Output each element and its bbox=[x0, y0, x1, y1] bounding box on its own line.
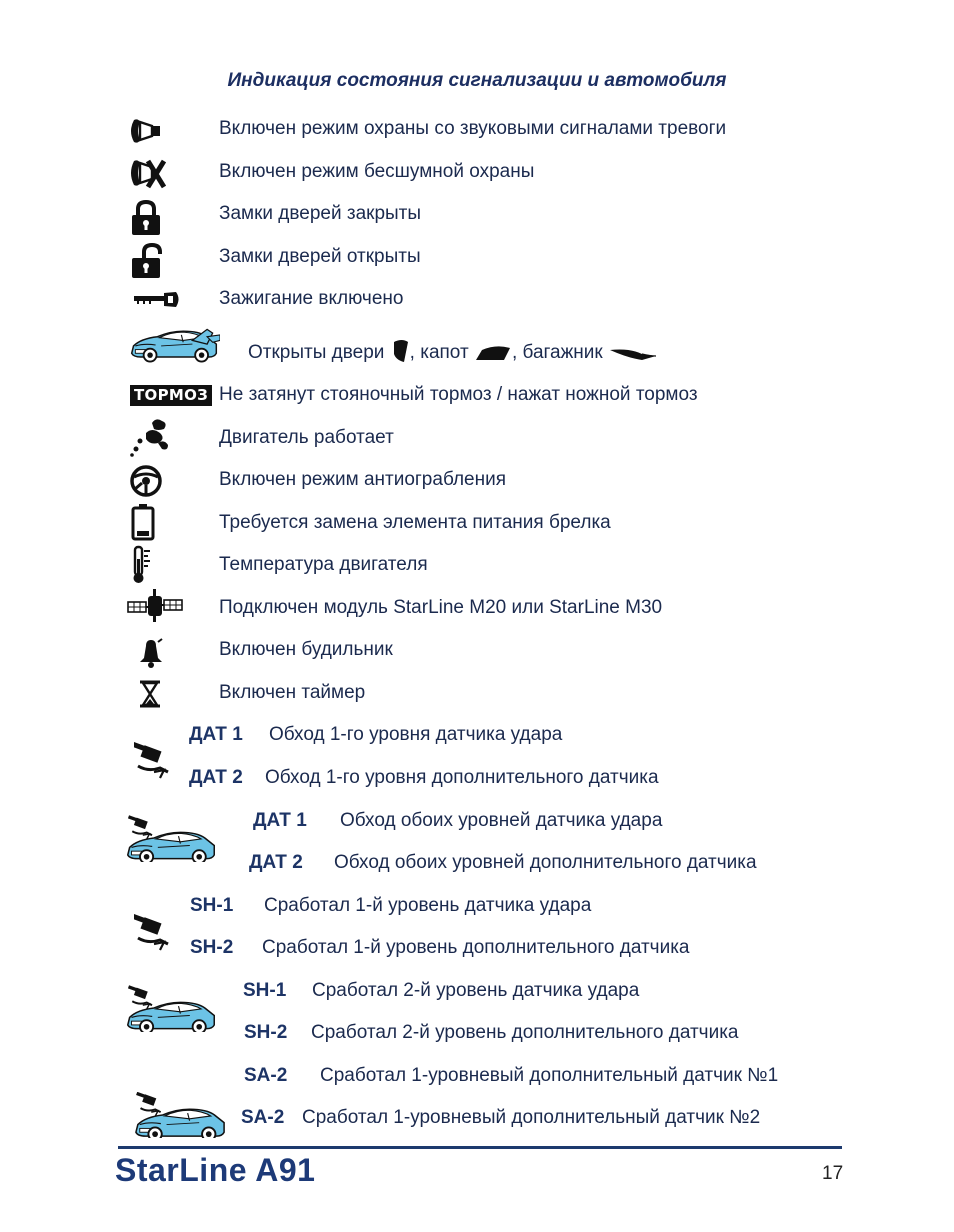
doors-row bbox=[248, 338, 658, 364]
row-text: Не затянут стояночный тормоз / нажат ножной тормоз bbox=[219, 384, 698, 405]
key-icon bbox=[132, 290, 182, 310]
sensor-text: Сработал 1-й уровень дополнительного датчика bbox=[262, 937, 690, 958]
row-text: Включен режим бесшумной охраны bbox=[219, 161, 535, 182]
sensor-code: SA-2 bbox=[244, 1065, 288, 1086]
door-icon bbox=[390, 338, 410, 364]
sensor-text: Обход обоих уровней датчика удара bbox=[340, 810, 663, 831]
sensor-text: Сработал 1-й уровень датчика удара bbox=[264, 895, 592, 916]
trunk-label: , багажник bbox=[511, 342, 603, 363]
sensor-text: Сработал 1-уровневый дополнительный датчик №2 bbox=[302, 1107, 761, 1128]
lock-open-icon bbox=[130, 242, 164, 280]
speaker-muted-icon bbox=[128, 157, 166, 189]
sensor-text: Сработал 2-й уровень датчика удара bbox=[312, 980, 640, 1001]
row-text: Включен таймер bbox=[219, 682, 366, 703]
sensor-text: Обход 1-го уровня датчика удара bbox=[269, 724, 563, 745]
hood-label: , капот bbox=[409, 342, 469, 363]
exhaust-smoke-icon bbox=[128, 417, 170, 457]
brake-badge-icon: ТОРМОЗ bbox=[130, 385, 212, 406]
speaker-icon bbox=[128, 116, 162, 146]
steering-wheel-icon bbox=[129, 465, 163, 497]
footer-rule bbox=[118, 1146, 842, 1149]
sensor-code: ДАТ 1 bbox=[189, 724, 243, 745]
row-text: Подключен модуль StarLine M20 или StarLine M30 bbox=[219, 597, 663, 618]
sensor-code: ДАТ 1 bbox=[253, 810, 307, 831]
row-text: Включен режим охраны со звуковыми сигналами тревоги bbox=[219, 118, 727, 139]
page-title: Индикация состояния сигнализации и автомобиля bbox=[227, 70, 727, 91]
row-text: Температура двигателя bbox=[219, 554, 428, 575]
sensor-code: SH-2 bbox=[244, 1022, 288, 1043]
sensor-code: ДАТ 2 bbox=[189, 767, 243, 788]
row-text: Включен режим антиограбления bbox=[219, 469, 507, 490]
car-open-doors-icon bbox=[128, 323, 220, 367]
hammer-icon bbox=[134, 914, 174, 954]
row-text: Включен будильник bbox=[219, 639, 393, 660]
sensor-text: Сработал 2-й уровень дополнительного датчика bbox=[311, 1022, 739, 1043]
sensor-code: SH-1 bbox=[190, 895, 234, 916]
row-text: Двигатель работает bbox=[219, 427, 394, 448]
bell-icon bbox=[138, 638, 164, 670]
row-text: Замки дверей открыты bbox=[219, 246, 421, 267]
doors-label: Открыты двери bbox=[248, 342, 385, 363]
hammer-icon bbox=[134, 742, 174, 782]
row-text: Требуется замена элемента питания брелка bbox=[219, 512, 611, 533]
sensor-text: Обход обоих уровней дополнительного датчика bbox=[334, 852, 757, 873]
hammer-car-icon bbox=[124, 814, 218, 862]
thermometer-icon bbox=[131, 545, 155, 585]
page-number: 17 bbox=[822, 1163, 844, 1184]
sensor-code: ДАТ 2 bbox=[249, 852, 303, 873]
row-text: Зажигание включено bbox=[219, 288, 404, 309]
hammer-car-icon bbox=[132, 1092, 228, 1138]
sensor-code: SA-2 bbox=[241, 1107, 285, 1128]
sensor-text: Сработал 1-уровневый дополнительный датчик №1 bbox=[320, 1065, 779, 1086]
sensor-code: SH-1 bbox=[243, 980, 287, 1001]
hourglass-icon bbox=[138, 680, 162, 708]
battery-icon bbox=[131, 503, 155, 541]
sensor-text: Обход 1-го уровня дополнительного датчика bbox=[265, 767, 659, 788]
sensor-code: SH-2 bbox=[190, 937, 234, 958]
brand-name: StarLine A91 bbox=[115, 1152, 316, 1188]
lock-closed-icon bbox=[130, 199, 162, 237]
hood-icon bbox=[474, 342, 512, 364]
hammer-car-icon bbox=[124, 984, 218, 1032]
row-text: Замки дверей закрыты bbox=[219, 203, 422, 224]
satellite-icon bbox=[126, 588, 184, 624]
trunk-icon bbox=[608, 342, 658, 364]
